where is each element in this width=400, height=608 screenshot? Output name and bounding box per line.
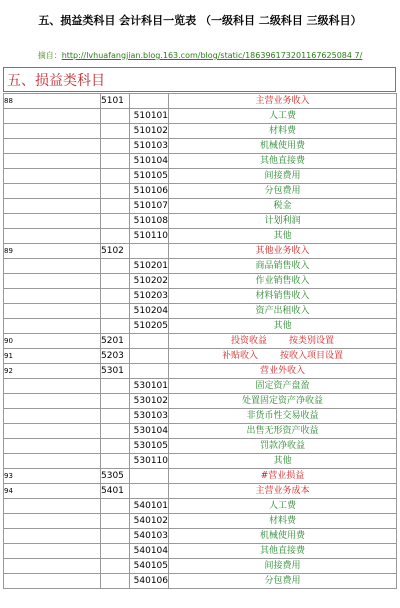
table-row [4, 499, 397, 514]
table-row [4, 244, 397, 259]
level2-code [101, 139, 130, 154]
level2-code [101, 529, 130, 544]
table-row [4, 319, 397, 334]
row-number: 93 [4, 469, 101, 484]
row-number [4, 124, 101, 139]
level2-code [101, 199, 130, 214]
row-number [4, 139, 101, 154]
level3-code: 510105 [130, 169, 169, 184]
row-number: 92 [4, 364, 101, 379]
level2-code [101, 109, 130, 124]
level2-code [101, 154, 130, 169]
table-row [4, 379, 397, 394]
row-number [4, 154, 101, 169]
account-name: 间接费用 [169, 169, 397, 184]
row-number [4, 214, 101, 229]
section-heading: 五、损益类科目 [7, 73, 105, 89]
level2-code: 5401 [101, 484, 130, 499]
level2-code [101, 289, 130, 304]
level2-code: 5101 [101, 94, 130, 109]
table-row [4, 349, 397, 364]
account-name: 出售无形资产收益 [169, 424, 397, 439]
level2-code [101, 274, 130, 289]
row-number [4, 169, 101, 184]
table-row [4, 154, 397, 169]
table-row [4, 364, 397, 379]
table-row [4, 514, 397, 529]
row-number [4, 544, 101, 559]
row-number [4, 229, 101, 244]
account-name: 材料销售收入 [169, 289, 397, 304]
row-number [4, 514, 101, 529]
account-name: 机械使用费 [169, 529, 397, 544]
level3-code: 510107 [130, 199, 169, 214]
table-row [4, 469, 397, 484]
account-name: 其他直接费 [169, 154, 397, 169]
account-name: 罚款净收益 [169, 439, 397, 454]
level2-code: 5201 [101, 334, 130, 349]
account-name [169, 349, 397, 364]
level3-code: 530104 [130, 424, 169, 439]
account-name-note: 按收入项目设置 [280, 351, 344, 361]
account-name: 营业外收入 [169, 364, 397, 379]
level2-code [101, 394, 130, 409]
level3-code: 540106 [130, 574, 169, 589]
table-row [4, 259, 397, 274]
table-row [4, 559, 397, 574]
level2-code [101, 439, 130, 454]
level3-code [130, 244, 169, 259]
level2-code: 5203 [101, 349, 130, 364]
account-name: 其他直接费 [169, 544, 397, 559]
account-name [169, 334, 397, 349]
account-name: 固定资产盘盈 [169, 379, 397, 394]
row-number: 88 [4, 94, 101, 109]
level3-code: 530103 [130, 409, 169, 424]
level3-code: 510202 [130, 274, 169, 289]
row-number [4, 304, 101, 319]
account-name: 处置固定资产净收益 [169, 394, 397, 409]
row-number [4, 424, 101, 439]
table-row [4, 184, 397, 199]
table-row [4, 229, 397, 244]
table-row [4, 409, 397, 424]
account-name: 资产出租收入 [169, 304, 397, 319]
table-row [4, 289, 397, 304]
level2-code [101, 574, 130, 589]
table-row [4, 169, 397, 184]
row-number [4, 409, 101, 424]
row-number: 90 [4, 334, 101, 349]
account-name: 商品销售收入 [169, 259, 397, 274]
row-number: 94 [4, 484, 101, 499]
source-label: 摘自： [37, 51, 62, 60]
table-row [4, 199, 397, 214]
table-row [4, 544, 397, 559]
level2-code [101, 124, 130, 139]
row-number [4, 574, 101, 589]
account-name: 作业销售收入 [169, 274, 397, 289]
level3-code: 510103 [130, 139, 169, 154]
level3-code [130, 334, 169, 349]
row-number [4, 439, 101, 454]
source-line [0, 50, 400, 61]
table-row [4, 394, 397, 409]
row-number [4, 289, 101, 304]
level2-code [101, 169, 130, 184]
row-number [4, 379, 101, 394]
level2-code [101, 409, 130, 424]
table-row [4, 304, 397, 319]
level2-code [101, 559, 130, 574]
row-number [4, 499, 101, 514]
level2-code [101, 214, 130, 229]
account-name: 其他 [169, 229, 397, 244]
table-row [4, 484, 397, 499]
account-name-primary: 投资收益 [230, 336, 267, 346]
row-number: 89 [4, 244, 101, 259]
level2-code [101, 514, 130, 529]
table-row [4, 454, 397, 469]
account-name-primary: 补贴收入 [221, 351, 258, 361]
account-name: 主营业务成本 [169, 484, 397, 499]
account-name-note: 按类别设置 [289, 336, 335, 346]
row-number [4, 559, 101, 574]
level3-code [130, 484, 169, 499]
level2-code: 5102 [101, 244, 130, 259]
level3-code: 510104 [130, 154, 169, 169]
section-header [3, 67, 396, 92]
level2-code [101, 454, 130, 469]
level2-code [101, 304, 130, 319]
row-number [4, 394, 101, 409]
account-name: 人工费 [169, 499, 397, 514]
level3-code [130, 469, 169, 484]
level3-code: 540102 [130, 514, 169, 529]
row-number [4, 259, 101, 274]
level3-code: 510106 [130, 184, 169, 199]
row-number [4, 454, 101, 469]
row-number [4, 274, 101, 289]
level3-code [130, 349, 169, 364]
page-title: 五、损益类科目 会计科目一览表 （一级科目 二级科目 三级科目） [38, 14, 362, 27]
table-row [4, 139, 397, 154]
account-name: 材料费 [169, 514, 397, 529]
level3-code: 530105 [130, 439, 169, 454]
level2-code [101, 544, 130, 559]
account-name: 材料费 [169, 124, 397, 139]
account-name: 非货币性交易收益 [169, 409, 397, 424]
account-name: 计划利润 [169, 214, 397, 229]
table-row [4, 529, 397, 544]
level3-code: 540101 [130, 499, 169, 514]
accounts-table [3, 93, 397, 589]
row-number [4, 184, 101, 199]
account-name: 人工费 [169, 109, 397, 124]
level3-code: 530102 [130, 394, 169, 409]
level2-code [101, 499, 130, 514]
table-row [4, 124, 397, 139]
level3-code: 510110 [130, 229, 169, 244]
account-name: #营业损益 [169, 469, 397, 484]
level3-code: 510205 [130, 319, 169, 334]
level2-code [101, 319, 130, 334]
level3-code: 510204 [130, 304, 169, 319]
account-name: 其他 [169, 454, 397, 469]
level3-code [130, 94, 169, 109]
level3-code: 530101 [130, 379, 169, 394]
level3-code: 540103 [130, 529, 169, 544]
account-name: 分包费用 [169, 574, 397, 589]
row-number [4, 529, 101, 544]
table-row [4, 439, 397, 454]
level3-code: 510203 [130, 289, 169, 304]
account-name: 机械使用费 [169, 139, 397, 154]
table-row [4, 274, 397, 289]
level3-code: 510102 [130, 124, 169, 139]
level2-code: 5305 [101, 469, 130, 484]
level2-code: 5301 [101, 364, 130, 379]
level3-code: 540105 [130, 559, 169, 574]
table-row [4, 214, 397, 229]
account-name: 间接费用 [169, 559, 397, 574]
row-number [4, 319, 101, 334]
level3-code: 540104 [130, 544, 169, 559]
level2-code [101, 229, 130, 244]
level2-code [101, 184, 130, 199]
row-number [4, 109, 101, 124]
row-number [4, 199, 101, 214]
account-name: 其他业务收入 [169, 244, 397, 259]
table-row [4, 574, 397, 589]
table-row [4, 109, 397, 124]
table-row [4, 424, 397, 439]
level3-code: 510101 [130, 109, 169, 124]
level3-code: 530110 [130, 454, 169, 469]
account-name: 其他 [169, 319, 397, 334]
table-row [4, 94, 397, 109]
table-row [4, 334, 397, 349]
level2-code [101, 259, 130, 274]
level3-code: 510108 [130, 214, 169, 229]
account-name: 税金 [169, 199, 397, 214]
row-number: 91 [4, 349, 101, 364]
level2-code [101, 424, 130, 439]
account-name: 主营业务收入 [169, 94, 397, 109]
level3-code: 510201 [130, 259, 169, 274]
level2-code [101, 379, 130, 394]
level3-code [130, 364, 169, 379]
account-name: 分包费用 [169, 184, 397, 199]
source-link[interactable]: http://lvhuafangjian.blog.163.com/blog/static/186396173201167625084 7/ [61, 51, 363, 60]
